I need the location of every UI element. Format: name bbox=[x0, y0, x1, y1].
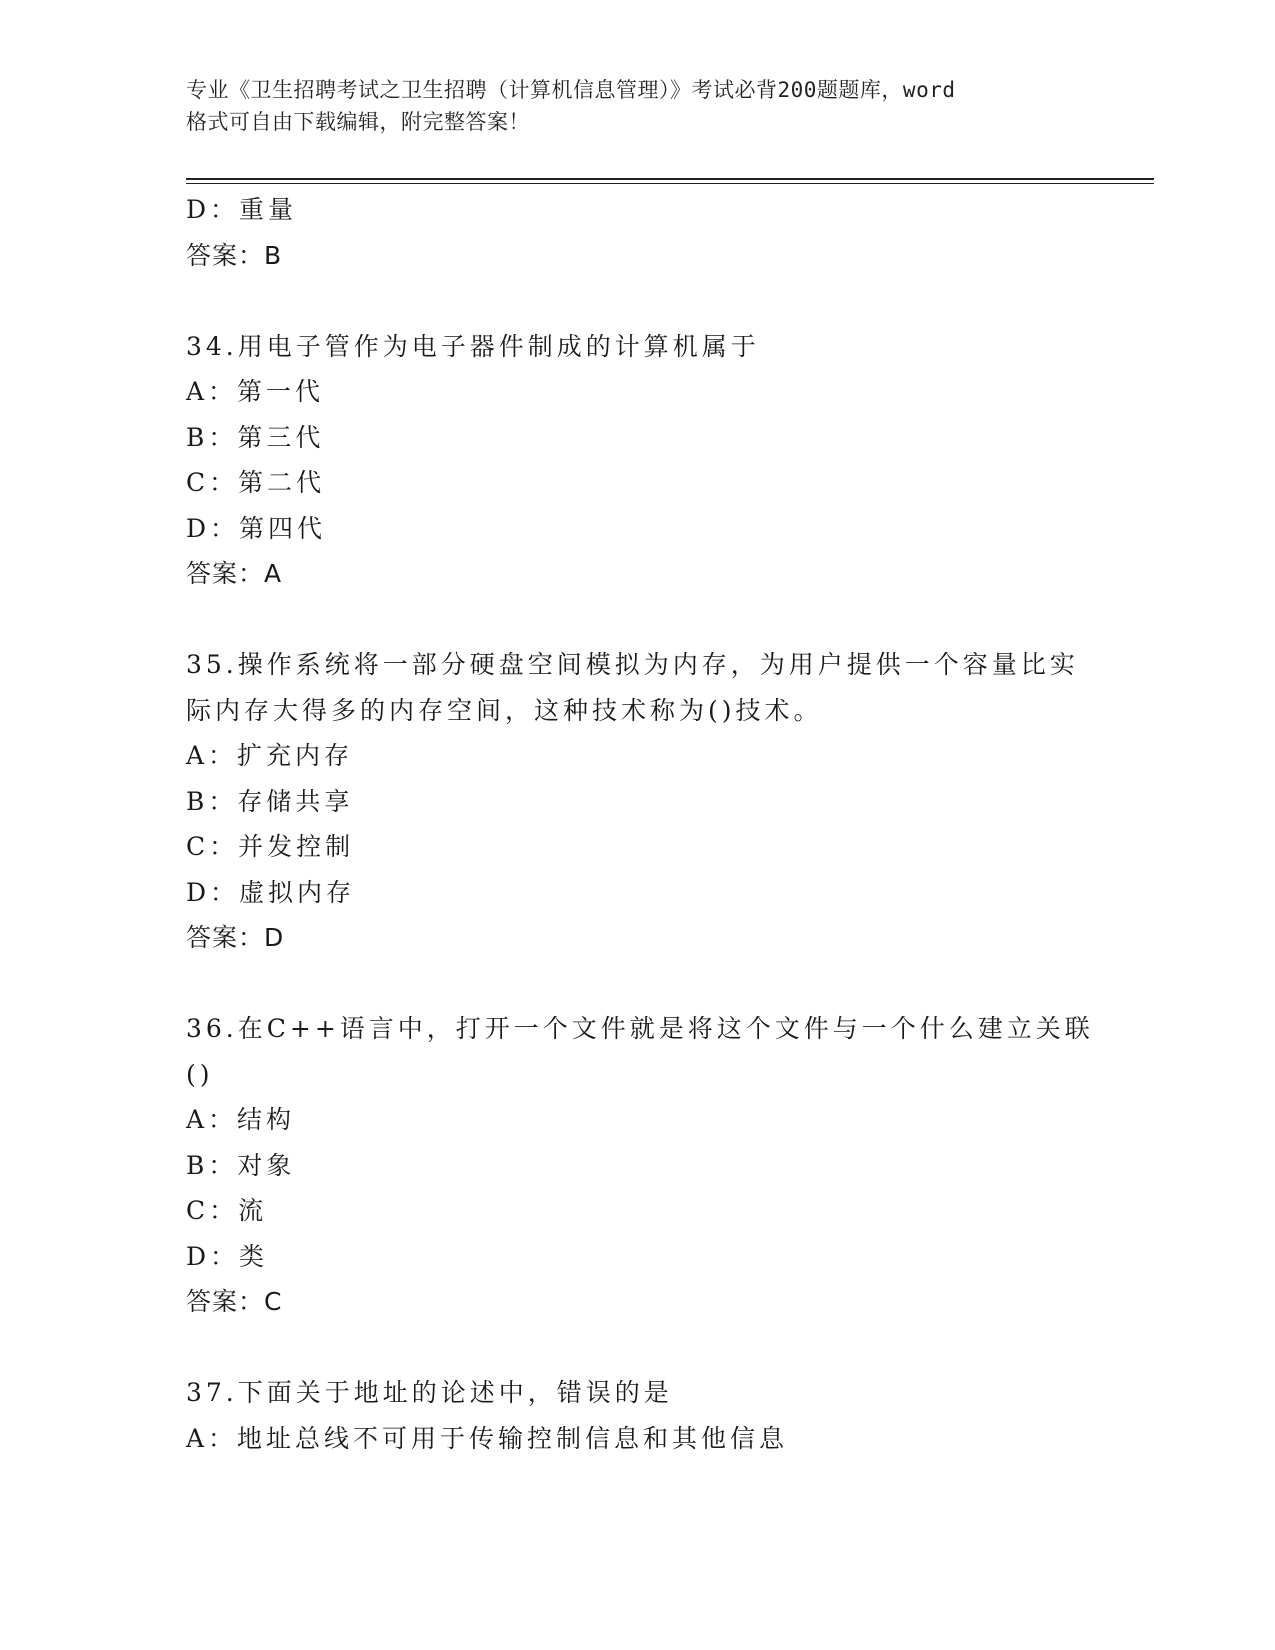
option-a: A：结构 bbox=[186, 1105, 296, 1134]
option-d: D：虚拟内存 bbox=[186, 877, 356, 907]
question-stem-line-2: () bbox=[186, 1059, 214, 1089]
question-stem: 34.用电子管作为电子器件制成的计算机属于 bbox=[186, 331, 760, 361]
question-stem-line-2: 际内存大得多的内存空间，这种技术称为()技术。 bbox=[186, 695, 823, 725]
question-gap bbox=[186, 961, 1086, 1007]
answer-line: 答案：D bbox=[186, 923, 285, 952]
header-title-line-2: 格式可自由下载编辑，附完整答案！ bbox=[186, 110, 530, 134]
option-b: B：对象 bbox=[186, 1150, 296, 1180]
question-list bbox=[186, 187, 1094, 1461]
option-d: D：第四代 bbox=[186, 513, 327, 543]
question-37 bbox=[186, 1370, 1086, 1461]
option-c: C：流 bbox=[186, 1196, 268, 1225]
question-gap bbox=[186, 1325, 1086, 1371]
option-a: A：扩充内存 bbox=[186, 741, 354, 770]
header-divider-thick bbox=[186, 178, 1154, 180]
question-gap bbox=[186, 278, 1086, 324]
question-stem-line-1: 35.操作系统将一部分硬盘空间模拟为内存，为用户提供一个容量比实 bbox=[186, 650, 1079, 679]
document-header bbox=[186, 74, 1086, 138]
question-gap bbox=[186, 597, 1086, 643]
question-36 bbox=[186, 1006, 1094, 1325]
option-a: A：第一代 bbox=[186, 377, 325, 406]
answer-line: 答案：A bbox=[186, 559, 283, 588]
question-34 bbox=[186, 324, 1086, 597]
question-35 bbox=[186, 642, 1086, 961]
question-stem-line-1: 36.在C++语言中，打开一个文件就是将这个文件与一个什么建立关联 bbox=[186, 1014, 1094, 1043]
header-title-line-1: 专业《卫生招聘考试之卫生招聘（计算机信息管理）》考试必背200题题库，word bbox=[186, 78, 956, 102]
option-d: D：重量 bbox=[186, 195, 298, 224]
question-stem: 37.下面关于地址的论述中，错误的是 bbox=[186, 1378, 673, 1407]
answer-line: 答案：C bbox=[186, 1287, 283, 1316]
option-a: A：地址总线不可用于传输控制信息和其他信息 bbox=[186, 1423, 789, 1453]
option-b: B：存储共享 bbox=[186, 786, 354, 816]
option-b: B：第三代 bbox=[186, 422, 325, 452]
option-d: D：类 bbox=[186, 1241, 269, 1271]
header-divider-thin bbox=[186, 183, 1154, 184]
option-c: C：第二代 bbox=[186, 468, 326, 497]
answer-line: 答案：B bbox=[186, 240, 283, 270]
option-c: C：并发控制 bbox=[186, 832, 355, 861]
